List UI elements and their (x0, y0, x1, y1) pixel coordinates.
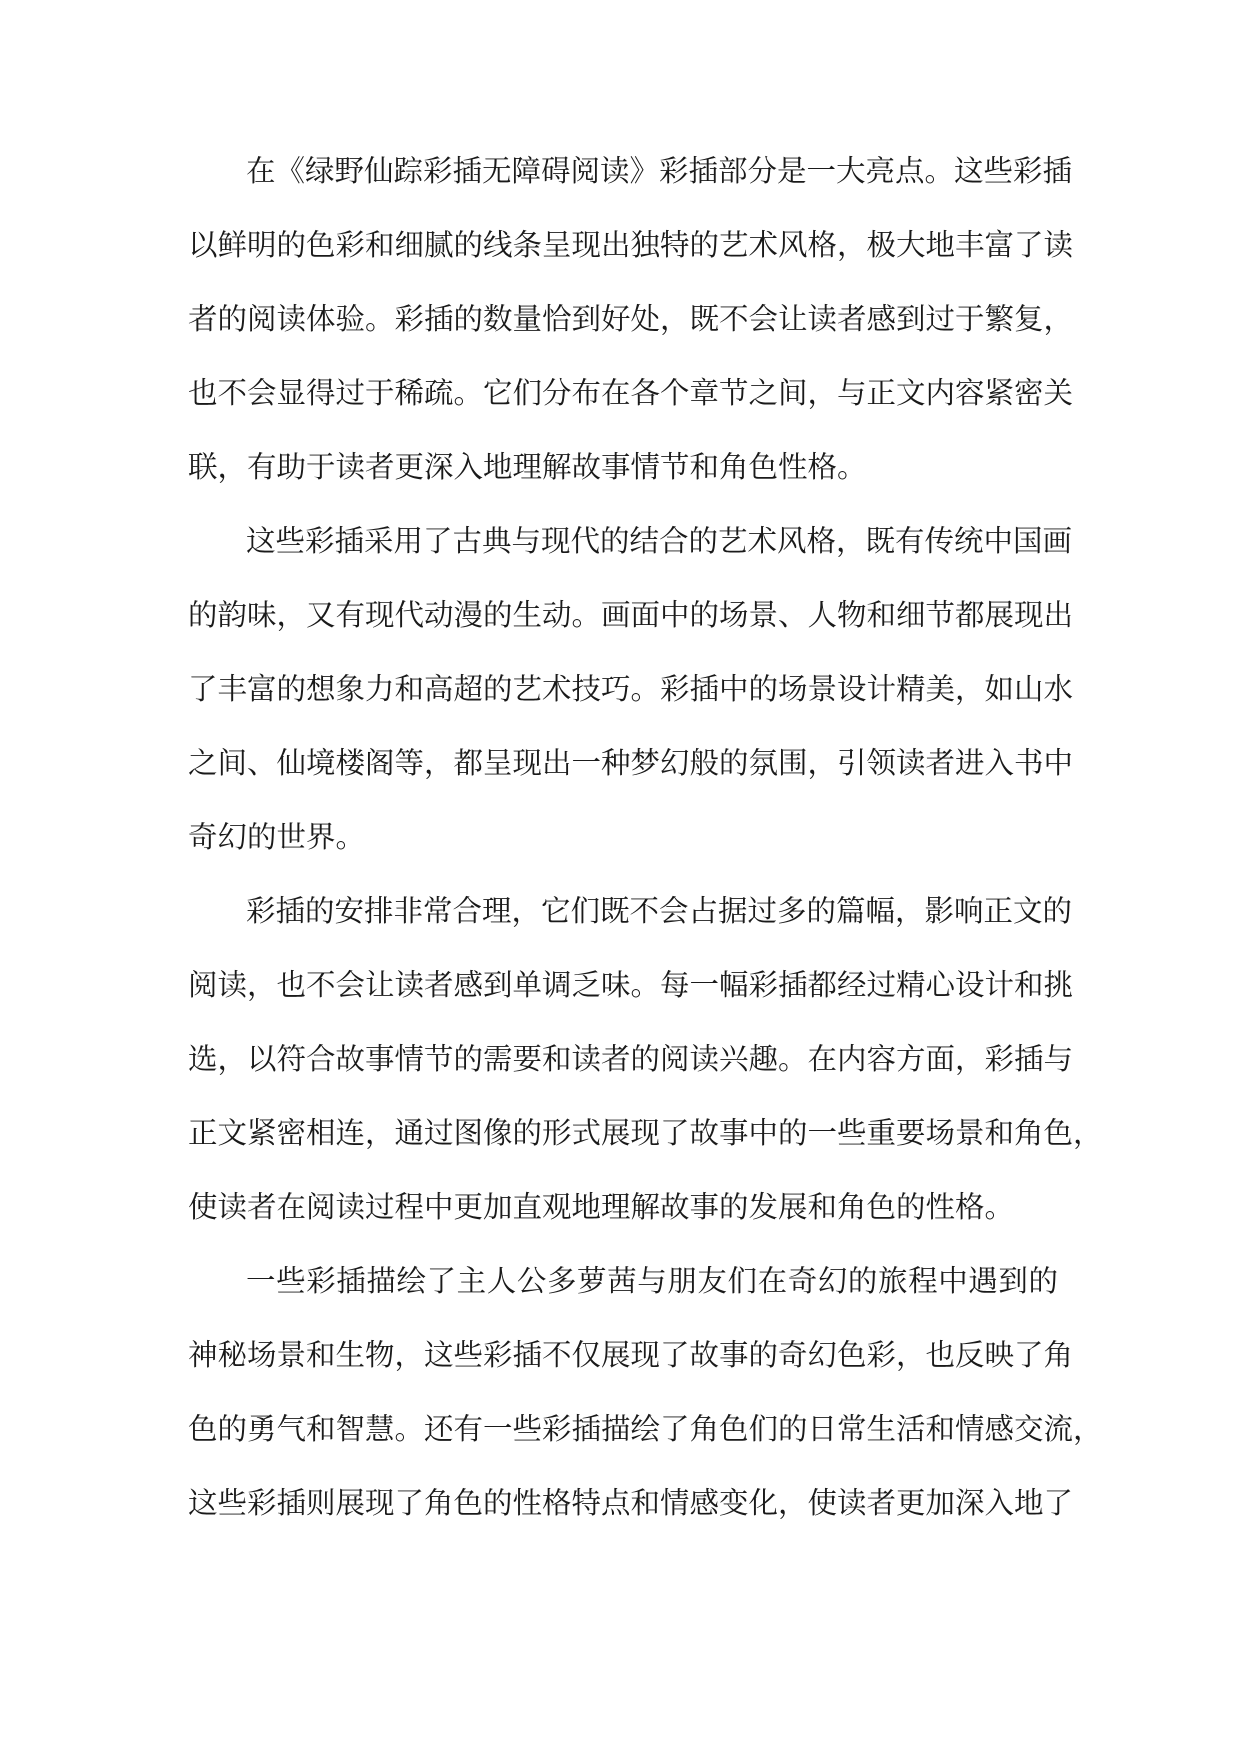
paragraph-line: 以鲜明的色彩和细腻的线条呈现出独特的艺术风格，极大地丰富了读 (188, 228, 1074, 262)
paragraph-1 (188, 143, 1074, 513)
paragraph-line: 一些彩插描绘了主人公多萝茜与朋友们在奇幻的旅程中遇到的 (246, 1264, 1058, 1298)
paragraph-line: 阅读，也不会让读者感到单调乏味。每一幅彩插都经过精心设计和挑 (188, 968, 1074, 1002)
paragraph-line: 这些彩插则展现了角色的性格特点和情感变化，使读者更加深入地了 (188, 1486, 1074, 1520)
paragraph-line: 色的勇气和智慧。还有一些彩插描绘了角色们的日常生活和情感交流， (188, 1412, 1103, 1446)
paragraph-2 (188, 513, 1074, 883)
paragraph-line: 彩插的安排非常合理，它们既不会占据过多的篇幅，影响正文的 (246, 894, 1073, 928)
paragraph-line: 正文紧密相连，通过图像的形式展现了故事中的一些重要场景和角色， (188, 1116, 1103, 1150)
paragraph-line: 之间、仙境楼阁等，都呈现出一种梦幻般的氛围，引领读者进入书中 (188, 746, 1074, 780)
paragraph-line: 使读者在阅读过程中更加直观地理解故事的发展和角色的性格。 (188, 1190, 1015, 1224)
paragraph-line: 者的阅读体验。彩插的数量恰到好处，既不会让读者感到过于繁复， (188, 302, 1074, 336)
paragraph-line: 这些彩插采用了古典与现代的结合的艺术风格，既有传统中国画 (246, 524, 1073, 558)
paragraph-line: 在《绿野仙踪彩插无障碍阅读》彩插部分是一大亮点。这些彩插 (246, 154, 1073, 188)
paragraph-line: 奇幻的世界。 (188, 820, 366, 854)
paragraph-line: 的韵味，又有现代动漫的生动。画面中的场景、人物和细节都展现出 (188, 598, 1074, 632)
paragraph-line: 了丰富的想象力和高超的艺术技巧。彩插中的场景设计精美，如山水 (188, 672, 1074, 706)
paragraph-3 (188, 883, 1103, 1253)
body-text (188, 143, 1103, 1549)
paragraph-4 (188, 1253, 1103, 1549)
paragraph-line: 神秘场景和生物，这些彩插不仅展现了故事的奇幻色彩，也反映了角 (188, 1338, 1074, 1372)
paragraph-line: 联，有助于读者更深入地理解故事情节和角色性格。 (188, 450, 867, 484)
paragraph-line: 也不会显得过于稀疏。它们分布在各个章节之间，与正文内容紧密关 (188, 376, 1074, 410)
paragraph-line: 选，以符合故事情节的需要和读者的阅读兴趣。在内容方面，彩插与 (188, 1042, 1074, 1076)
